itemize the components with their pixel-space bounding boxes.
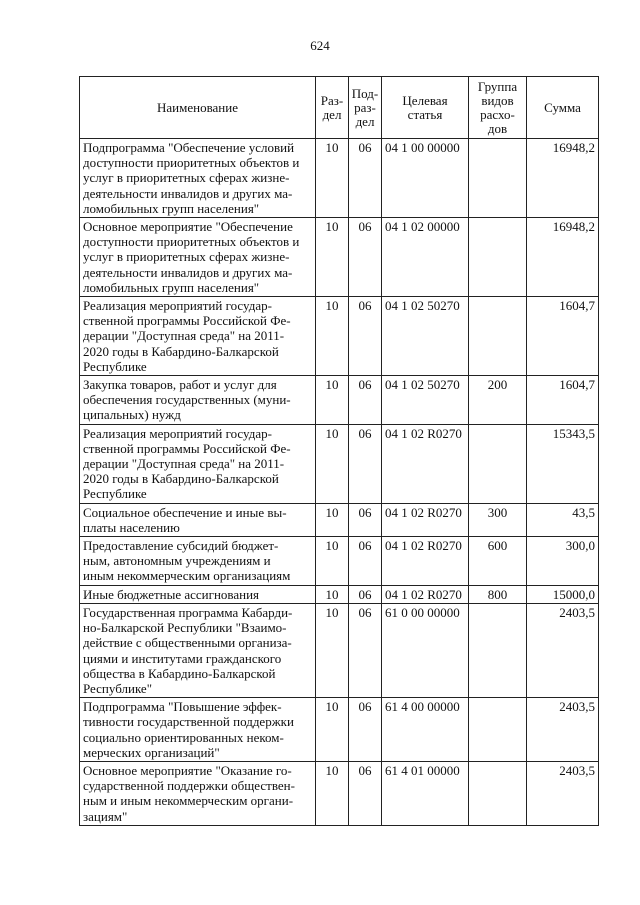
cell-name [80, 603, 316, 697]
text-line: Республике [83, 486, 147, 502]
cell-razdel: 10 [316, 698, 349, 762]
table-row [80, 424, 599, 503]
cell-podrazdel: 06 [349, 537, 382, 586]
cell-target-article: 04 1 02 R0270 [382, 537, 469, 586]
header-podrazdel [349, 77, 382, 139]
cell-podrazdel: 06 [349, 424, 382, 503]
cell-target-article: 61 4 01 00000 [382, 761, 469, 825]
cell-podrazdel: 06 [349, 139, 382, 218]
cell-name [80, 761, 316, 825]
text-line: обеспечения государственных (муни- [83, 392, 291, 408]
cell-sum: 1604,7 [527, 376, 599, 425]
text-line: 2020 годы в Кабардино-Балкарской [83, 471, 279, 487]
cell-name [80, 585, 316, 603]
cell-expense-group [469, 424, 527, 503]
table-row [80, 698, 599, 762]
cell-name [80, 139, 316, 218]
cell-razdel: 10 [316, 218, 349, 297]
cell-expense-group [469, 218, 527, 297]
text-line: деятельности инвалидов и других ма- [83, 185, 293, 201]
cell-target-article: 61 0 00 00000 [382, 603, 469, 697]
cell-expense-group [469, 603, 527, 697]
text-line: Группа [477, 78, 518, 94]
cell-razdel: 10 [316, 424, 349, 503]
text-line: дерации "Доступная среда" на 2011- [83, 456, 285, 472]
table-row [80, 585, 599, 603]
header-sum [527, 77, 599, 139]
text-line: ственной программы Российской Фе- [83, 440, 291, 456]
text-line: циями и институтами гражданского [83, 650, 282, 666]
table-row [80, 297, 599, 376]
cell-expense-group: 300 [469, 503, 527, 536]
cell-podrazdel: 06 [349, 761, 382, 825]
cell-expense-group: 200 [469, 376, 527, 425]
cell-expense-group [469, 761, 527, 825]
cell-razdel: 10 [316, 537, 349, 586]
cell-target-article: 04 1 02 50270 [382, 376, 469, 425]
text-line: ным и иным некоммерческим органи- [83, 793, 294, 809]
cell-sum: 15343,5 [527, 424, 599, 503]
text-line: ным, автономным учреждениям и [83, 553, 271, 569]
text-line: сударственной поддержки обществен- [83, 778, 295, 794]
text-line: ципальных) нужд [83, 407, 181, 423]
text-line: Целевая [402, 92, 448, 108]
cell-name [80, 424, 316, 503]
cell-name [80, 297, 316, 376]
text-line: тивности государственной поддержки [83, 714, 294, 730]
table-row [80, 537, 599, 586]
cell-sum: 1604,7 [527, 297, 599, 376]
cell-podrazdel: 06 [349, 585, 382, 603]
header-row [80, 77, 599, 139]
text-line: мерческих организаций" [83, 744, 220, 760]
text-line: услуг в приоритетных сферах жизне- [83, 170, 290, 186]
header-target-article [382, 77, 469, 139]
cell-sum: 16948,2 [527, 218, 599, 297]
text-line: Основное мероприятие "Оказание го- [83, 762, 292, 778]
cell-expense-group: 600 [469, 537, 527, 586]
cell-razdel: 10 [316, 761, 349, 825]
text-line: Социальное обеспечение и иные вы- [83, 504, 287, 520]
table-row [80, 218, 599, 297]
cell-name [80, 376, 316, 425]
cell-razdel: 10 [316, 297, 349, 376]
cell-target-article: 04 1 02 R0270 [382, 585, 469, 603]
cell-expense-group [469, 139, 527, 218]
text-line: статья [407, 106, 443, 122]
table-row [80, 503, 599, 536]
cell-sum: 16948,2 [527, 139, 599, 218]
text-line: Под- [351, 85, 379, 101]
cell-expense-group: 800 [469, 585, 527, 603]
text-line: действие с общественными организа- [83, 635, 292, 651]
cell-expense-group [469, 297, 527, 376]
text-line: ломобильных групп населения" [83, 279, 260, 295]
budget-table [79, 76, 599, 826]
text-line: видов [481, 92, 514, 108]
cell-target-article: 61 4 00 00000 [382, 698, 469, 762]
text-line: Раз- [320, 92, 344, 108]
text-line: платы населению [83, 519, 180, 535]
text-line: Республике" [83, 680, 153, 696]
header-name [80, 77, 316, 139]
text-line: Предоставление субсидий бюджет- [83, 538, 279, 554]
text-line: Реализация мероприятий государ- [83, 298, 272, 314]
text-line: общества в Кабардино-Балкарской [83, 665, 276, 681]
text-line: но-Балкарской Республики "Взаимо- [83, 620, 287, 636]
text-line: доступности приоритетных объектов и [83, 234, 300, 250]
cell-podrazdel: 06 [349, 698, 382, 762]
table-header [80, 77, 599, 139]
text-line: Наименование [157, 99, 238, 115]
cell-target-article: 04 1 02 50270 [382, 297, 469, 376]
text-line: Основное мероприятие "Обеспечение [83, 219, 293, 235]
page-number: 624 [310, 38, 330, 53]
cell-razdel: 10 [316, 603, 349, 697]
cell-podrazdel: 06 [349, 218, 382, 297]
text-line: раз- [354, 99, 376, 115]
cell-sum: 2403,5 [527, 603, 599, 697]
text-line: дерации "Доступная среда" на 2011- [83, 328, 285, 344]
text-line: Подпрограмма "Повышение эффек- [83, 699, 282, 715]
cell-razdel: 10 [316, 585, 349, 603]
text-line: расхо- [480, 106, 515, 122]
text-line: дел [322, 106, 342, 122]
text-line: Иные бюджетные ассигнования [83, 586, 260, 602]
cell-name [80, 698, 316, 762]
text-line: услуг в приоритетных сферах жизне- [83, 249, 290, 265]
cell-target-article: 04 1 00 00000 [382, 139, 469, 218]
cell-name [80, 503, 316, 536]
text-line: доступности приоритетных объектов и [83, 155, 300, 171]
text-line: Республике [83, 358, 147, 374]
text-line: Реализация мероприятий государ- [83, 425, 272, 441]
cell-name [80, 537, 316, 586]
text-line: Подпрограмма "Обеспечение условий [83, 140, 295, 155]
header-razdel [316, 77, 349, 139]
cell-podrazdel: 06 [349, 376, 382, 425]
cell-sum: 2403,5 [527, 698, 599, 762]
cell-target-article: 04 1 02 R0270 [382, 424, 469, 503]
cell-sum: 43,5 [527, 503, 599, 536]
text-line: деятельности инвалидов и других ма- [83, 264, 293, 280]
text-line: Сумма [544, 99, 581, 115]
text-line: Государственная программа Кабарди- [83, 604, 293, 620]
table-row [80, 376, 599, 425]
text-line: дов [487, 120, 508, 136]
cell-target-article: 04 1 02 R0270 [382, 503, 469, 536]
cell-razdel: 10 [316, 139, 349, 218]
cell-target-article: 04 1 02 00000 [382, 218, 469, 297]
table-row [80, 603, 599, 697]
cell-sum: 15000,0 [527, 585, 599, 603]
cell-podrazdel: 06 [349, 297, 382, 376]
text-line: дел [355, 113, 375, 129]
cell-expense-group [469, 698, 527, 762]
table-row [80, 139, 599, 218]
text-line: зациям" [83, 808, 128, 824]
text-line: Закупка товаров, работ и услуг для [83, 377, 277, 393]
cell-sum: 2403,5 [527, 761, 599, 825]
text-line: 2020 годы в Кабардино-Балкарской [83, 343, 279, 359]
text-line: социально ориентированных неком- [83, 729, 284, 745]
table-row [80, 761, 599, 825]
text-line: ственной программы Российской Фе- [83, 313, 291, 329]
cell-name [80, 218, 316, 297]
cell-podrazdel: 06 [349, 603, 382, 697]
text-line: иным некоммерческим организациям [83, 568, 291, 584]
cell-podrazdel: 06 [349, 503, 382, 536]
text-line: ломобильных групп населения" [83, 200, 260, 216]
table-body [80, 139, 599, 826]
header-expense-group [469, 77, 527, 139]
cell-sum: 300,0 [527, 537, 599, 586]
cell-razdel: 10 [316, 376, 349, 425]
cell-razdel: 10 [316, 503, 349, 536]
